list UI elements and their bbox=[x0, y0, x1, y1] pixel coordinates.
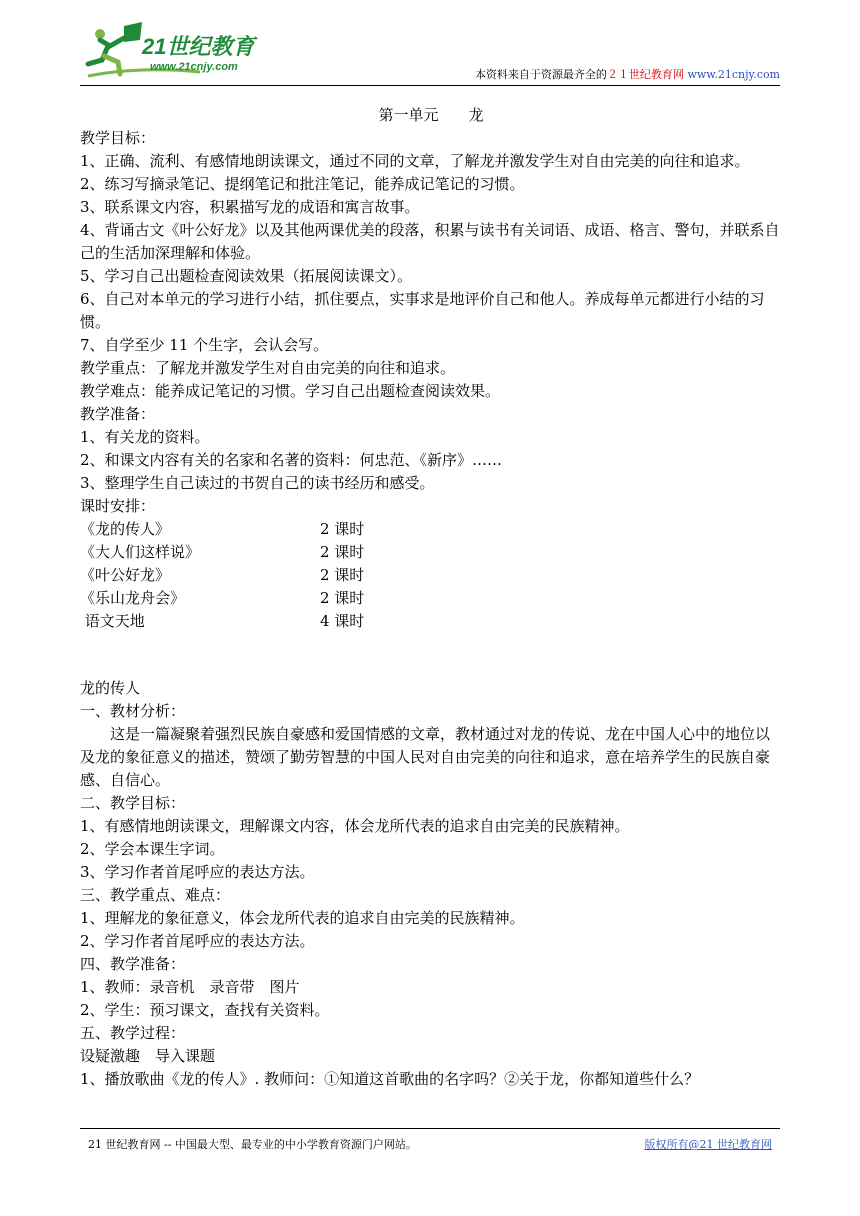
analysis-heading: 一、教材分析： bbox=[80, 702, 186, 720]
source-note-site: ２１世纪教育网 bbox=[606, 68, 684, 81]
logo-text: 21世纪教育 bbox=[142, 34, 255, 59]
footer-text-row bbox=[80, 1138, 780, 1152]
schedule-lesson: 《龙的传人》 bbox=[80, 520, 171, 538]
document-body bbox=[80, 104, 782, 1091]
schedule-lesson: 语文天地 bbox=[80, 612, 145, 630]
schedule-hours: 2 课时 bbox=[320, 589, 365, 607]
goal-item: 1、有感情地朗读课文，理解课文内容，体会龙所代表的追求自由完美的民族精神。 bbox=[80, 817, 630, 835]
objective-item: 1、正确、流利、有感情地朗读课文，通过不同的文章，了解龙并激发学生对自由完美的向往和追求。 bbox=[80, 152, 750, 170]
objective-item: 2、练习写摘录笔记、提纲笔记和批注笔记，能养成记笔记的习惯。 bbox=[80, 175, 525, 193]
schedule-row bbox=[80, 541, 782, 564]
footer-rule bbox=[80, 1128, 780, 1129]
schedule-row bbox=[80, 610, 782, 633]
objectives-heading: 教学目标： bbox=[80, 129, 156, 147]
objective-item: 7、自学至少 11 个生字，会认会写。 bbox=[80, 336, 329, 354]
lesson-title: 龙的传人 bbox=[80, 679, 141, 697]
logo-url: www.21cnjy.com bbox=[150, 61, 238, 73]
key-item: 1、理解龙的象征意义，体会龙所代表的追求自由完美的民族精神。 bbox=[80, 909, 525, 927]
schedule-hours: 2 课时 bbox=[320, 566, 365, 584]
schedule-row bbox=[80, 564, 782, 587]
schedule-row bbox=[80, 518, 782, 541]
copyright-link[interactable]: 版权所有@21 世纪教育网 bbox=[644, 1138, 772, 1151]
prep-item: 2、和课文内容有关的名家和名著的资料：何忠范、《新序》…… bbox=[80, 451, 503, 469]
prep-item: 1、有关龙的资料。 bbox=[80, 428, 210, 446]
site-logo bbox=[80, 20, 300, 86]
prep-heading: 教学准备： bbox=[80, 405, 156, 423]
process-item: 设疑激趣 导入课题 bbox=[80, 1047, 216, 1065]
page-header bbox=[80, 20, 780, 86]
objective-item: 5、学习自己出题检查阅读效果（拓展阅读课文）。 bbox=[80, 267, 413, 285]
schedule-lesson: 《乐山龙舟会》 bbox=[80, 589, 186, 607]
section-gap bbox=[80, 633, 782, 677]
schedule-row bbox=[80, 587, 782, 610]
page-footer bbox=[80, 1128, 780, 1152]
schedule-hours: 2 课时 bbox=[320, 520, 365, 538]
unit-title: 第一单元 龙 bbox=[378, 106, 484, 124]
lesson-prep-item: 2、学生：预习课文，查找有关资料。 bbox=[80, 1001, 330, 1019]
schedule-hours: 4 课时 bbox=[320, 612, 365, 630]
schedule-lesson: 《叶公好龙》 bbox=[80, 566, 171, 584]
header-rule bbox=[80, 85, 780, 86]
lesson-prep-heading: 四、教学准备： bbox=[80, 955, 186, 973]
runner-logo-icon bbox=[80, 20, 300, 86]
key-item: 2、学习作者首尾呼应的表达方法。 bbox=[80, 932, 315, 950]
process-item: 1、播放歌曲《龙的传人》. 教师问：①知道这首歌曲的名字吗？②关于龙，你都知道些什么？ bbox=[80, 1070, 700, 1088]
source-note-url[interactable]: www.21cnjy.com bbox=[687, 68, 780, 81]
analysis-paragraph: 这是一篇凝聚着强烈民族自豪感和爱国情感的文章，教材通过对龙的传说、龙在中国人心中的地位以及龙的象征意义的描述，赞颂了勤劳智慧的中国人民对自由完美的向往和追求，意在培养学生的民族自豪感、自信心。 bbox=[80, 725, 771, 789]
objective-item: 3、联系课文内容，积累描写龙的成语和寓言故事。 bbox=[80, 198, 420, 216]
key-point: 教学重点：了解龙并激发学生对自由完美的向往和追求。 bbox=[80, 359, 456, 377]
objective-item: 6、自己对本单元的学习进行小结，抓住要点，实事求是地评价自己和他人。养成每单元都进行小结的习惯。 bbox=[80, 290, 765, 331]
schedule-hours: 2 课时 bbox=[320, 543, 365, 561]
footer-left: 21 世纪教育网 -- 中国最大型、最专业的中小学教育资源门户网站。 bbox=[88, 1138, 417, 1151]
keys-heading: 三、教学重点、难点： bbox=[80, 886, 231, 904]
goal-item: 3、学习作者首尾呼应的表达方法。 bbox=[80, 863, 315, 881]
schedule-lesson: 《大人们这样说》 bbox=[80, 543, 201, 561]
lesson-prep-item: 1、教师：录音机 录音带 图片 bbox=[80, 978, 300, 996]
objective-item: 4、背诵古文《叶公好龙》以及其他两课优美的段落，积累与读书有关词语、成语、格言、警句，并联系自己的生活加深理解和体验。 bbox=[80, 221, 780, 262]
difficulty: 教学难点：能养成记笔记的习惯。学习自己出题检查阅读效果。 bbox=[80, 382, 501, 400]
schedule-heading: 课时安排： bbox=[80, 497, 156, 515]
goal-item: 2、学会本课生字词。 bbox=[80, 840, 225, 858]
source-note bbox=[475, 68, 780, 82]
goals-heading: 二、教学目标： bbox=[80, 794, 186, 812]
process-heading: 五、教学过程： bbox=[80, 1024, 186, 1042]
source-note-prefix: 本资料来自于资源最齐全的 bbox=[474, 68, 607, 81]
prep-item: 3、整理学生自己读过的书贺自己的读书经历和感受。 bbox=[80, 474, 435, 492]
